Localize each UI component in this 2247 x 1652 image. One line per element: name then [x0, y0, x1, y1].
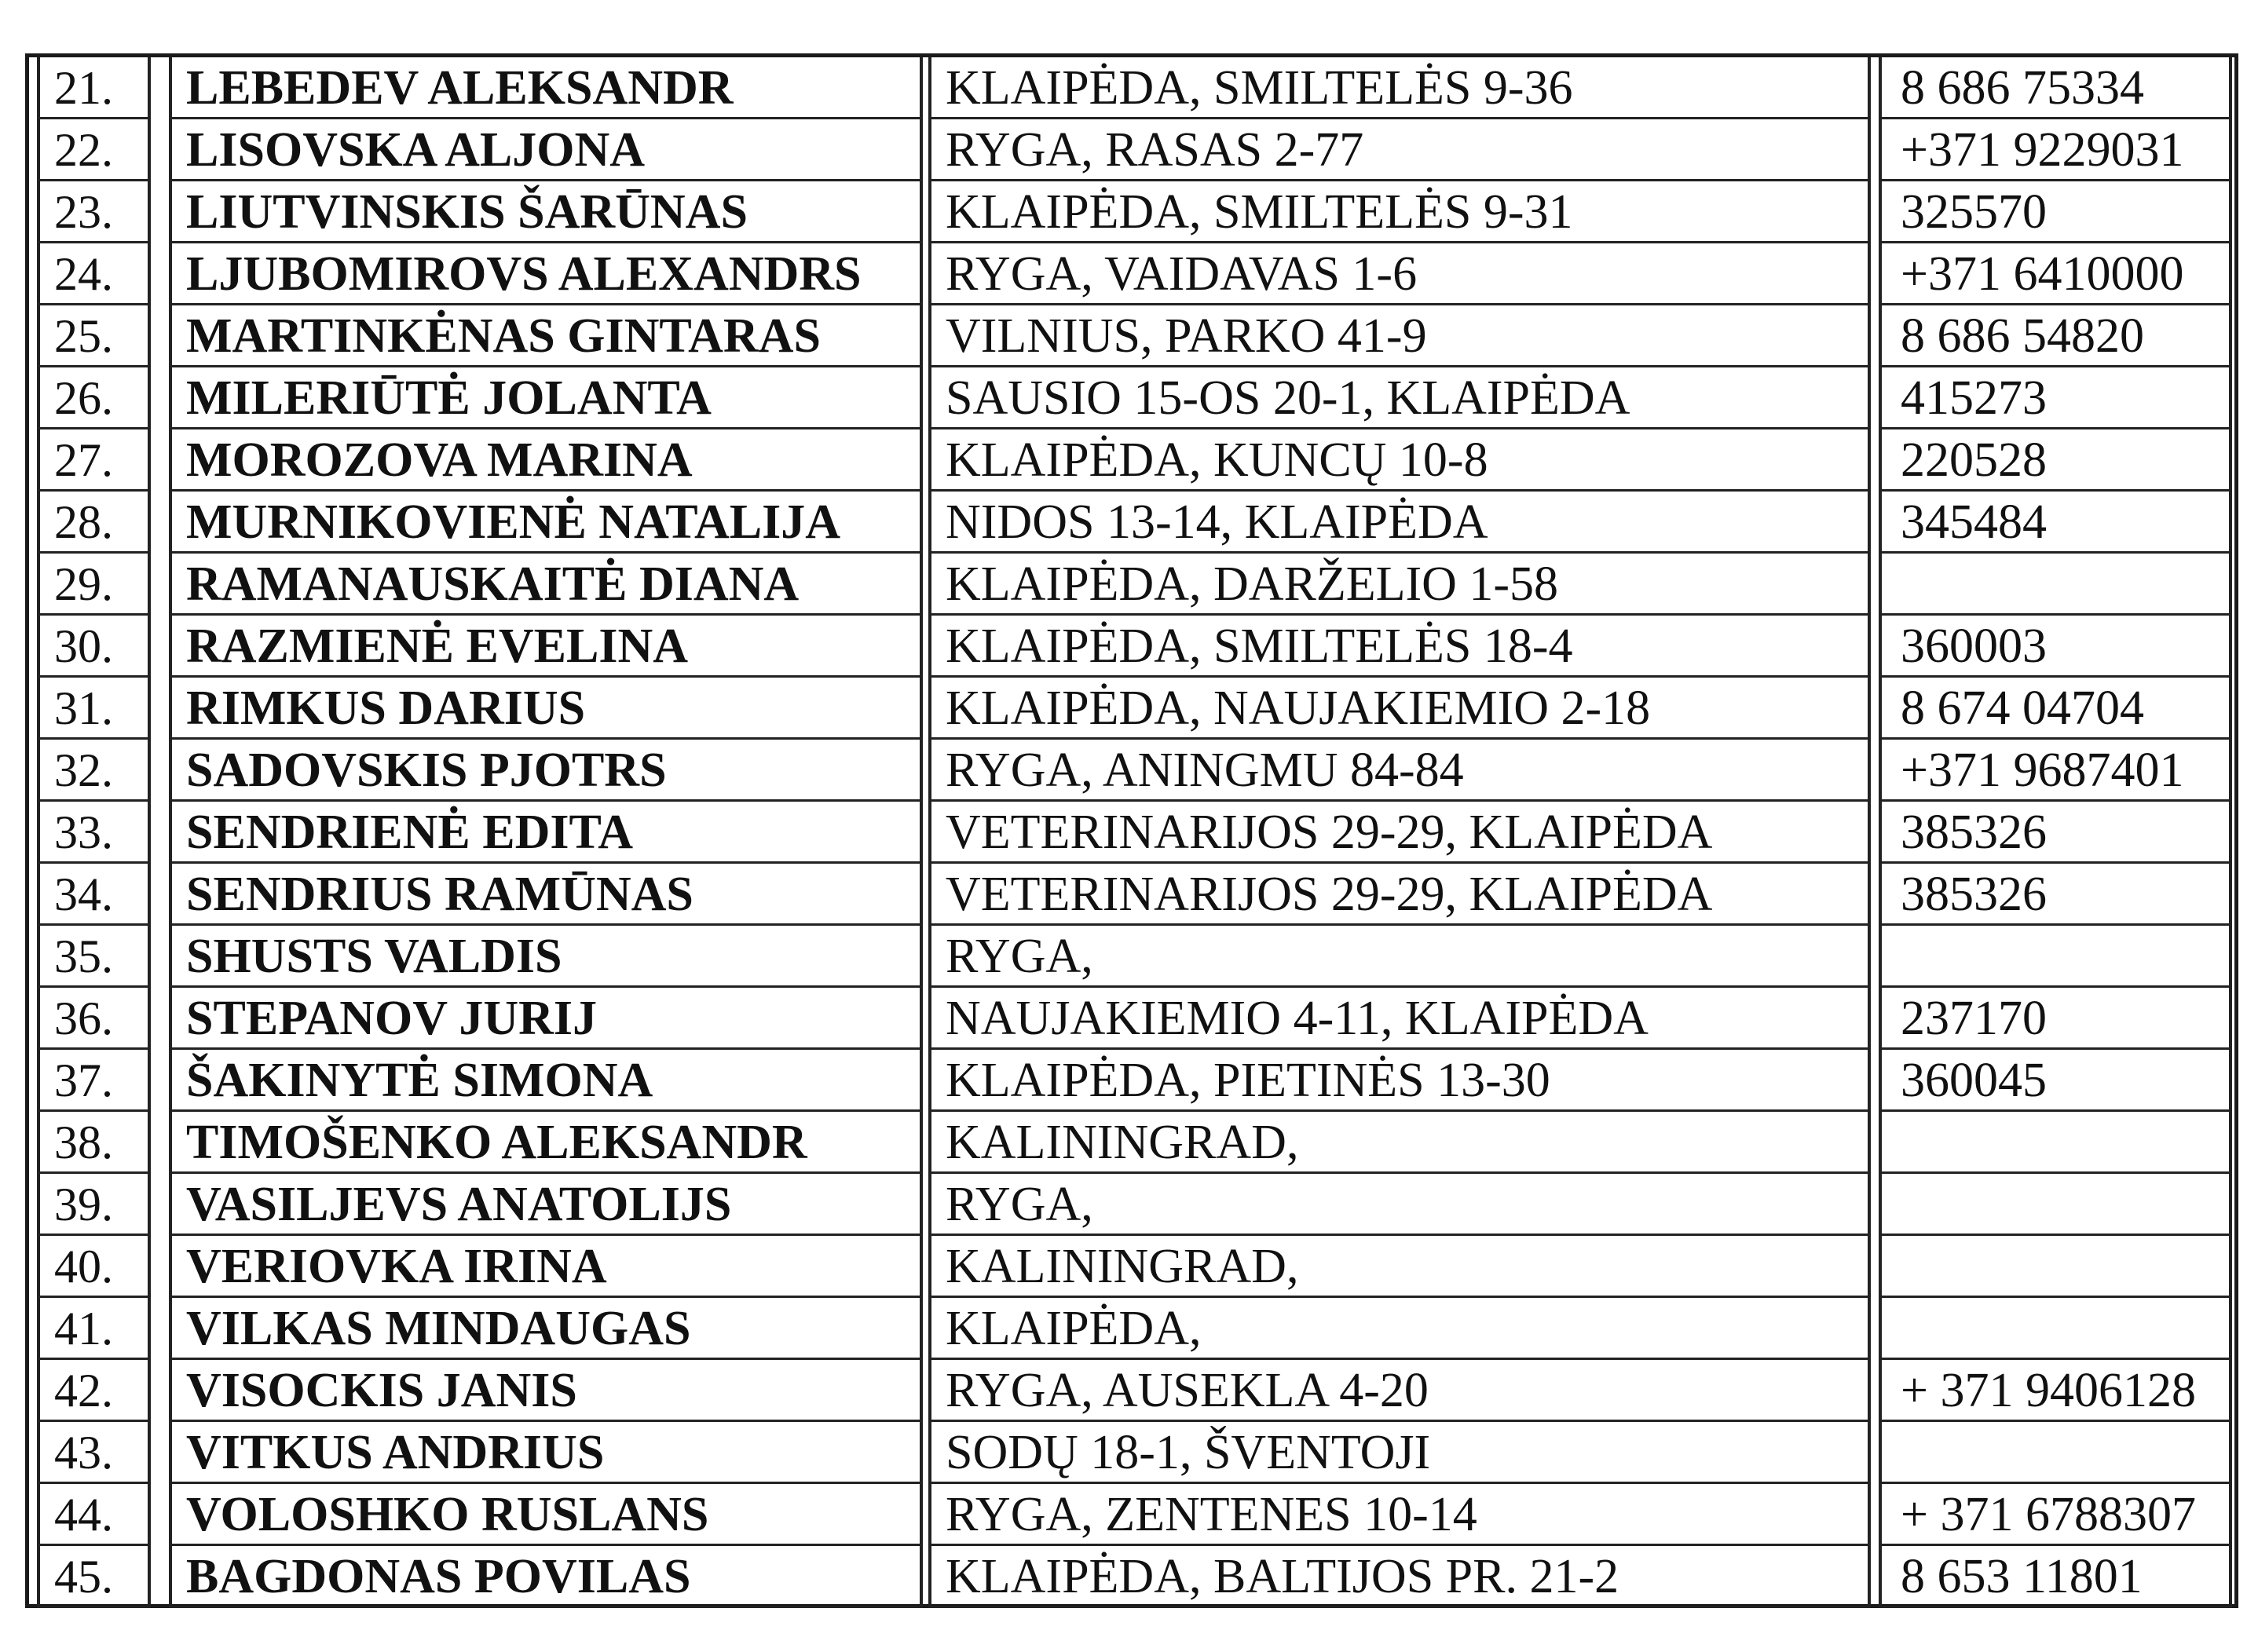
- person-name: VITKUS ANDRIUS: [169, 1422, 923, 1484]
- address-cell: NAUJAKIEMIO 4-11, KLAIPĖDA: [928, 988, 1871, 1050]
- row-number: 32.: [37, 740, 151, 802]
- phone-cell: 8 674 04704: [1879, 678, 2232, 740]
- person-name: RIMKUS DARIUS: [169, 678, 923, 740]
- address-cell: KLAIPĖDA, KUNCŲ 10-8: [928, 429, 1871, 492]
- row-number: 37.: [37, 1050, 151, 1112]
- row-number: 36.: [37, 988, 151, 1050]
- person-name: MURNIKOVIENĖ NATALIJA: [169, 492, 923, 554]
- address-cell: SAUSIO 15-OS 20-1, KLAIPĖDA: [928, 367, 1871, 429]
- person-name: VISOCKIS JANIS: [169, 1360, 923, 1422]
- row-number: 29.: [37, 554, 151, 616]
- table-row: [29, 1484, 2234, 1546]
- table-row: [29, 802, 2234, 864]
- contact-table: [25, 53, 2238, 1608]
- row-number: 39.: [37, 1174, 151, 1236]
- phone-cell: +371 6410000: [1879, 243, 2232, 305]
- row-number: 22.: [37, 119, 151, 181]
- phone-cell: 237170: [1879, 988, 2232, 1050]
- address-cell: VETERINARIJOS 29-29, KLAIPĖDA: [928, 802, 1871, 864]
- phone-cell: [1879, 1236, 2232, 1298]
- phone-cell: 360045: [1879, 1050, 2232, 1112]
- address-cell: RYGA, ZENTENES 10-14: [928, 1484, 1871, 1546]
- row-number: 45.: [37, 1546, 151, 1608]
- table-row: [29, 1298, 2234, 1360]
- row-number: 41.: [37, 1298, 151, 1360]
- table-row: [29, 1174, 2234, 1236]
- table-row: [29, 1360, 2234, 1422]
- person-name: VOLOSHKO RUSLANS: [169, 1484, 923, 1546]
- address-cell: KLAIPĖDA, NAUJAKIEMIO 2-18: [928, 678, 1871, 740]
- phone-cell: [1879, 926, 2232, 988]
- person-name: VILKAS MINDAUGAS: [169, 1298, 923, 1360]
- phone-cell: [1879, 1298, 2232, 1360]
- address-cell: KALININGRAD,: [928, 1112, 1871, 1174]
- address-cell: KLAIPĖDA, SMILTELĖS 18-4: [928, 616, 1871, 678]
- address-cell: KLAIPĖDA, BALTIJOS PR. 21-2: [928, 1546, 1871, 1608]
- row-number: 35.: [37, 926, 151, 988]
- table-row: [29, 1236, 2234, 1298]
- address-cell: RYGA,: [928, 1174, 1871, 1236]
- phone-cell: 325570: [1879, 181, 2232, 243]
- phone-cell: 8 686 54820: [1879, 305, 2232, 367]
- row-number: 23.: [37, 181, 151, 243]
- phone-cell: [1879, 1422, 2232, 1484]
- person-name: STEPANOV JURIJ: [169, 988, 923, 1050]
- person-name: RAMANAUSKAITĖ DIANA: [169, 554, 923, 616]
- phone-cell: 345484: [1879, 492, 2232, 554]
- address-cell: KLAIPĖDA, PIETINĖS 13-30: [928, 1050, 1871, 1112]
- person-name: LJUBOMIROVS ALEXANDRS: [169, 243, 923, 305]
- phone-cell: +371 9687401: [1879, 740, 2232, 802]
- table-row: [29, 367, 2234, 429]
- table-row: [29, 57, 2234, 119]
- table-row: [29, 305, 2234, 367]
- phone-cell: +371 9229031: [1879, 119, 2232, 181]
- table-row: [29, 119, 2234, 181]
- row-number: 42.: [37, 1360, 151, 1422]
- table-row: [29, 988, 2234, 1050]
- person-name: RAZMIENĖ EVELINA: [169, 616, 923, 678]
- table-row: [29, 864, 2234, 926]
- address-cell: KLAIPĖDA, SMILTELĖS 9-31: [928, 181, 1871, 243]
- phone-cell: 385326: [1879, 802, 2232, 864]
- phone-cell: 8 653 11801: [1879, 1546, 2232, 1608]
- table-row: [29, 243, 2234, 305]
- person-name: BAGDONAS POVILAS: [169, 1546, 923, 1608]
- person-name: SENDRIENĖ EDITA: [169, 802, 923, 864]
- phone-cell: [1879, 1174, 2232, 1236]
- row-number: 33.: [37, 802, 151, 864]
- address-cell: RYGA, AUSEKLA 4-20: [928, 1360, 1871, 1422]
- table-row: [29, 181, 2234, 243]
- phone-cell: 385326: [1879, 864, 2232, 926]
- row-number: 34.: [37, 864, 151, 926]
- phone-cell: 360003: [1879, 616, 2232, 678]
- row-number: 44.: [37, 1484, 151, 1546]
- phone-cell: [1879, 554, 2232, 616]
- address-cell: VETERINARIJOS 29-29, KLAIPĖDA: [928, 864, 1871, 926]
- table-row: [29, 740, 2234, 802]
- table-row: [29, 1112, 2234, 1174]
- phone-cell: 415273: [1879, 367, 2232, 429]
- row-number: 38.: [37, 1112, 151, 1174]
- table-row: [29, 678, 2234, 740]
- row-number: 30.: [37, 616, 151, 678]
- address-cell: SODŲ 18-1, ŠVENTOJI: [928, 1422, 1871, 1484]
- table-row: [29, 554, 2234, 616]
- table-row: [29, 616, 2234, 678]
- person-name: SADOVSKIS PJOTRS: [169, 740, 923, 802]
- phone-cell: [1879, 1112, 2232, 1174]
- phone-cell: 8 686 75334: [1879, 57, 2232, 119]
- person-name: MARTINKĖNAS GINTARAS: [169, 305, 923, 367]
- person-name: MILERIŪTĖ JOLANTA: [169, 367, 923, 429]
- person-name: VASILJEVS ANATOLIJS: [169, 1174, 923, 1236]
- phone-cell: + 371 6788307: [1879, 1484, 2232, 1546]
- person-name: VERIOVKA IRINA: [169, 1236, 923, 1298]
- row-number: 21.: [37, 57, 151, 119]
- row-number: 31.: [37, 678, 151, 740]
- table-row: [29, 1422, 2234, 1484]
- person-name: LIUTVINSKIS ŠARŪNAS: [169, 181, 923, 243]
- address-cell: RYGA,: [928, 926, 1871, 988]
- phone-cell: 220528: [1879, 429, 2232, 492]
- row-number: 25.: [37, 305, 151, 367]
- address-cell: NIDOS 13-14, KLAIPĖDA: [928, 492, 1871, 554]
- table-row: [29, 1050, 2234, 1112]
- address-cell: KLAIPĖDA,: [928, 1298, 1871, 1360]
- row-number: 28.: [37, 492, 151, 554]
- table-row: [29, 1546, 2234, 1608]
- table-row: [29, 492, 2234, 554]
- address-cell: RYGA, RASAS 2-77: [928, 119, 1871, 181]
- address-cell: VILNIUS, PARKO 41-9: [928, 305, 1871, 367]
- row-number: 43.: [37, 1422, 151, 1484]
- person-name: LEBEDEV ALEKSANDR: [169, 57, 923, 119]
- person-name: LISOVSKA ALJONA: [169, 119, 923, 181]
- person-name: MOROZOVA MARINA: [169, 429, 923, 492]
- address-cell: KALININGRAD,: [928, 1236, 1871, 1298]
- person-name: ŠAKINYTĖ SIMONA: [169, 1050, 923, 1112]
- address-cell: RYGA, ANINGMU 84-84: [928, 740, 1871, 802]
- address-cell: KLAIPĖDA, SMILTELĖS 9-36: [928, 57, 1871, 119]
- address-cell: RYGA, VAIDAVAS 1-6: [928, 243, 1871, 305]
- row-number: 24.: [37, 243, 151, 305]
- row-number: 26.: [37, 367, 151, 429]
- person-name: TIMOŠENKO ALEKSANDR: [169, 1112, 923, 1174]
- table-row: [29, 429, 2234, 492]
- row-number: 40.: [37, 1236, 151, 1298]
- table-row: [29, 926, 2234, 988]
- phone-cell: + 371 9406128: [1879, 1360, 2232, 1422]
- person-name: SENDRIUS RAMŪNAS: [169, 864, 923, 926]
- address-cell: KLAIPĖDA, DARŽELIO 1-58: [928, 554, 1871, 616]
- row-number: 27.: [37, 429, 151, 492]
- person-name: SHUSTS VALDIS: [169, 926, 923, 988]
